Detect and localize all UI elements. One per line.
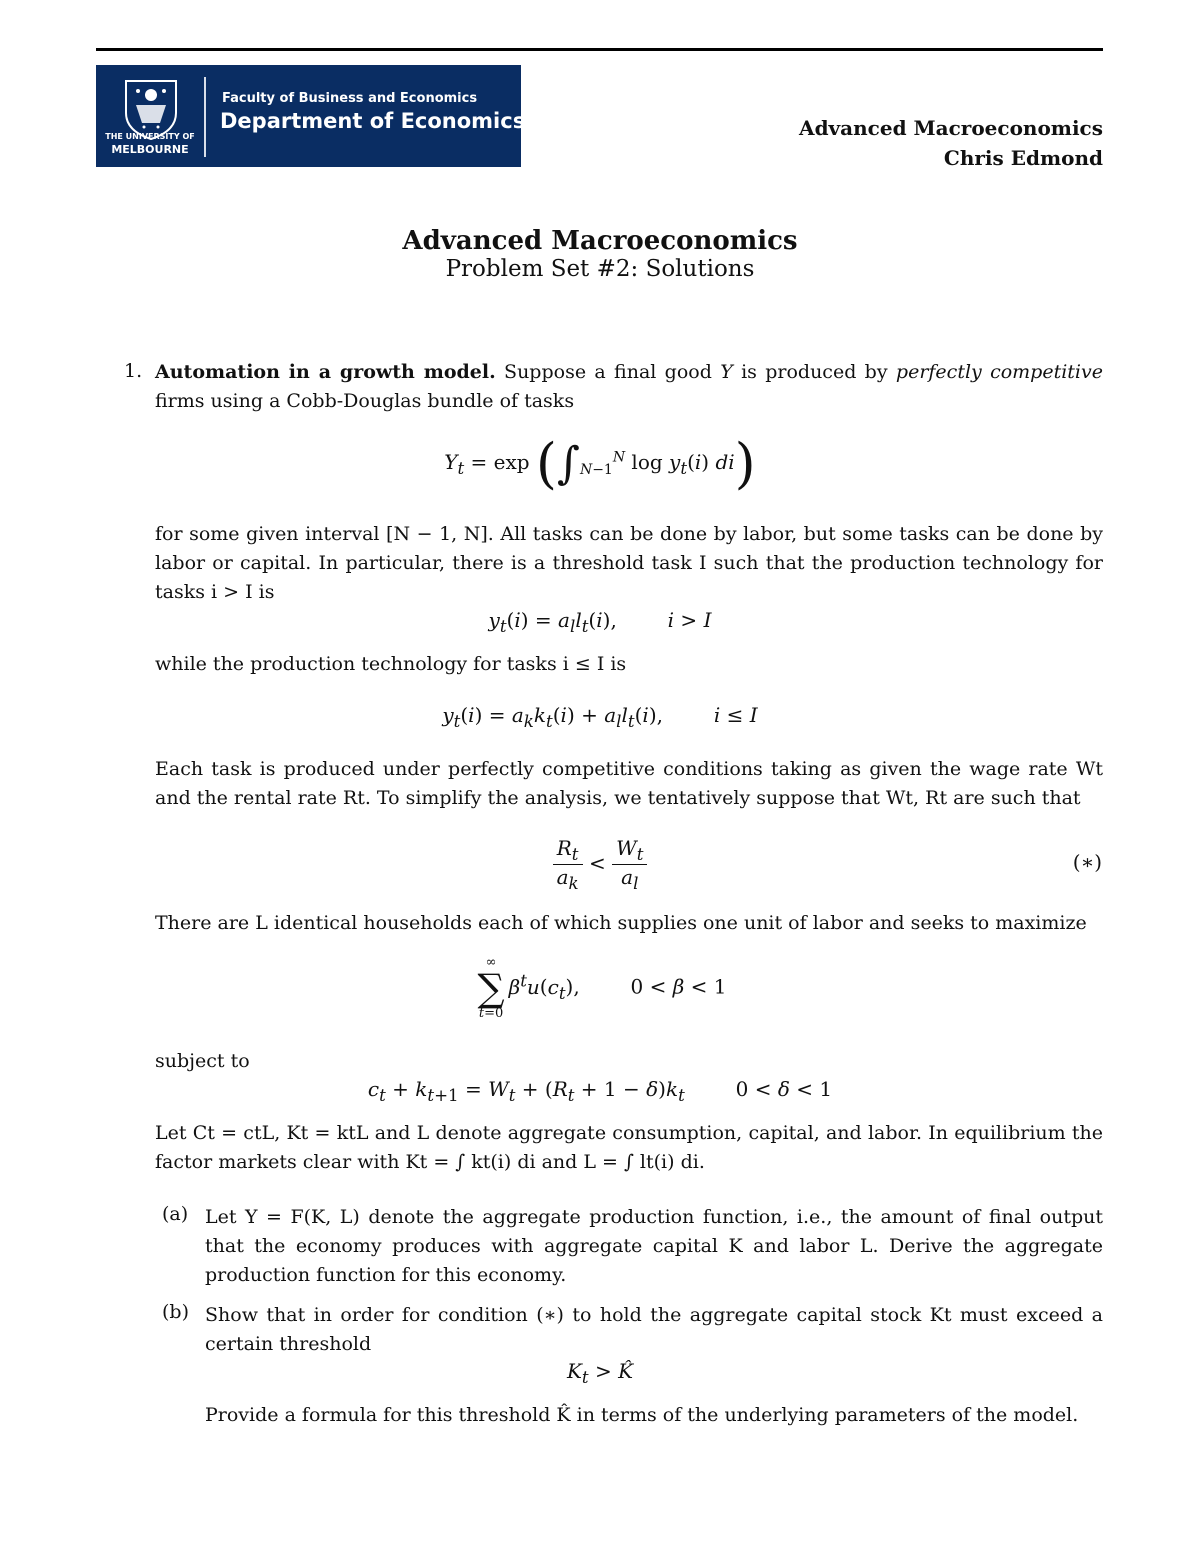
equation-labor-tech: $y_t(i) = a_ll_t(i)$, i > I (488, 608, 712, 636)
faculty-name: Faculty of Business and Economics (222, 91, 478, 106)
header-course: Advanced Macroeconomics (799, 116, 1103, 140)
document-title: Advanced Macroeconomics (402, 226, 798, 256)
emphasis-text: perfectly competitive (895, 361, 1103, 383)
part-b-label: (b) (162, 1301, 189, 1323)
part-a-label: (a) (162, 1203, 189, 1225)
equation-tag: (∗) (1072, 850, 1102, 874)
paragraph-interval: for some given interval [N − 1, N]. All tasks can be done by labor, but some tasks can be done by labor or capital. In particular, there is a threshold task I such that the production technology for tasks i > I is (155, 523, 1103, 603)
header-author: Chris Edmond (943, 146, 1103, 170)
university-line-1: THE UNIVERSITY OF (105, 132, 195, 141)
paragraph-aggregates: Let Ct = ctL, Kt = ktL and L denote aggregate consumption, capital, and labor. In equilibrium the factor markets clear with Kt = ∫ kt(i) di and L = ∫ lt(i) di. (155, 1122, 1103, 1173)
paragraph-capital-tech: while the production technology for tasks i ≤ I is (155, 653, 627, 675)
university-name (104, 130, 196, 156)
logo-divider (204, 77, 206, 157)
paragraph-competition: Each task is produced under perfectly competitive conditions taking as given the wage rate Wt and the rental rate Rt. To simplify the analysis, we tentatively suppose that Wt, Rt are such that (155, 758, 1103, 809)
part-b-text: Show that in order for condition (∗) to hold the aggregate capital stock Kt must exceed a certain threshold (205, 1304, 1103, 1355)
department-name: Department of Economics (220, 109, 526, 133)
university-logo (96, 65, 526, 167)
problem-heading: Automation in a growth model. (155, 361, 496, 383)
problem-intro: Automation in a growth model. Suppose a final good Y is produced by perfectly competitive firms using a Cobb-Douglas bundle of tasks (155, 361, 1103, 412)
equation-condition: $\frac{R_t}{a_k}$ < $\frac{W_t}{a_l}$ (0, 836, 1200, 893)
paragraph-households: There are L identical households each of which supplies one unit of labor and seeks to maximize (155, 912, 1087, 934)
equation-output: $Y_t = \exp (\int_{N-1}^N$ $\log y_t(i)$ di) (444, 432, 756, 495)
paragraph-subject-to: subject to (155, 1050, 250, 1072)
document-subtitle: Problem Set #2: Solutions (445, 256, 755, 282)
equation-threshold: $K_t$ > K̂ (566, 1359, 634, 1387)
equation-capital-tech: $y_t(i) = a_kk_t(i) + a_ll_t(i)$, i ≤ I (442, 703, 758, 731)
university-line-2: MELBOURNE (111, 143, 189, 156)
part-a-text: Let Y = F(K, L) denote the aggregate production function, i.e., the amount of final output that the economy produces with aggregate capital K and labor L. Derive the aggregate production function for this economy. (205, 1206, 1103, 1286)
part-b-text-2: Provide a formula for this threshold K̂ in terms of the underlying parameters of the model. (205, 1404, 1079, 1426)
problem-number: 1. (124, 360, 143, 382)
top-rule (96, 48, 1103, 51)
equation-utility: ∞ ∑ t=0 $\beta^tu(c_t)$, 0 < β < 1 (477, 955, 727, 1021)
equation-budget: $c_t + k_{t+1} = W_t + (R_t + 1 - \delta)k_t$ 0 < δ < 1 (367, 1077, 833, 1105)
